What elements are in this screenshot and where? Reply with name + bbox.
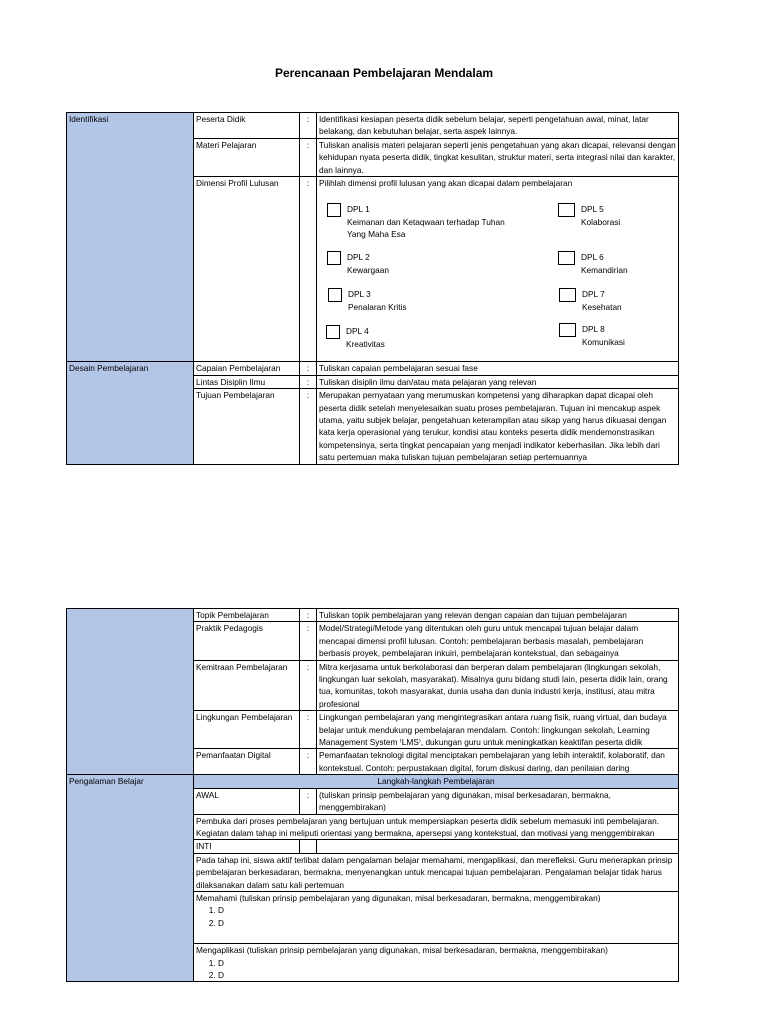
dpl-5-name: Kolaborasi — [581, 216, 621, 227]
mengaplikasi-cell[interactable] — [194, 944, 679, 982]
dpl-4-option[interactable] — [326, 325, 385, 350]
dpl-1-name: Keimanan dan Ketaqwaan terhadap Tuhan Yang Maha Esa — [347, 216, 505, 240]
dpl-6-code: DPL 6 — [581, 252, 604, 263]
colon: : — [300, 660, 317, 711]
dpl-8-option[interactable] — [559, 323, 625, 348]
page-title: Perencanaan Pembelajaran Mendalam — [274, 66, 494, 80]
text-pemanfaatan-digital[interactable]: Pemanfaatan teknologi digital menciptakan pembelajaran yang lebih interaktif, kolaboratif, dan kontekstual. Contoh: perpustakaan digital, forum diskusi daring, dan penilaian daring — [317, 749, 679, 775]
label-awal: AWAL — [194, 788, 300, 814]
colon: : — [300, 749, 317, 775]
design-experience-table — [66, 608, 679, 982]
inti-colon-cell — [300, 840, 317, 853]
dpl-5-option[interactable] — [558, 203, 620, 228]
label-peserta-didik: Peserta Didik — [194, 113, 300, 139]
section-pengalaman-belajar: Pengalaman Belajar — [67, 775, 194, 982]
label-dimensi-profil-lulusan: Dimensi Profil Lulusan — [194, 177, 300, 362]
colon: : — [300, 177, 317, 362]
text-materi-pelajaran[interactable]: Tuliskan analisis materi pelajaran seperti jenis pengetahuan yang akan dicapai, relevansi dengan kehidupan nyata peserta didik, tingkat kesulitan, struktur materi, serta integrasi nilai dan karakter, dan lainnya. — [317, 138, 679, 176]
mengaplikasi-heading: Mengaplikasi (tuliskan prinsip pembelajaran yang digunakan, misal berkesadaran, bermakna, menggembirakan) — [196, 945, 608, 956]
colon: : — [300, 622, 317, 660]
dimensi-profil-lulusan-cell — [317, 177, 679, 362]
dpl-8-name: Komunikasi — [582, 336, 625, 347]
dpl-2-checkbox[interactable] — [327, 251, 341, 265]
langkah-pembelajaran-banner: Langkah-langkah Pembelajaran — [194, 775, 679, 788]
dpl-4-checkbox[interactable] — [326, 325, 340, 339]
section-desain-pembelajaran: Desain Pembelajaran — [67, 362, 194, 464]
colon: : — [300, 375, 317, 388]
dpl-7-name: Kesehatan — [582, 301, 622, 312]
text-kemitraan-pembelajaran[interactable]: Mitra kerjasama untuk berkolaborasi dan berperan dalam pembelajaran (lingkungan sekolah, lingkungan luar sekolah, masyarakat). Misalnya guru bidang studi lain, peserta didik lain, orang tua, komunitas, tokoh masyarakat, dunia usaha dan dunia industri kerja, institusi, atau mitra profesional — [317, 660, 679, 711]
colon: : — [300, 362, 317, 375]
dpl-5-checkbox[interactable] — [558, 203, 575, 217]
list-item[interactable]: 2. D — [218, 917, 676, 929]
text-lingkungan-pembelajaran[interactable]: Lingkungan pembelajaran yang mengintegrasikan antara ruang fisik, ruang virtual, dan budaya belajar untuk mendukung pembelajaran mendalam. Contoh: lingkungan sekolah, Learning Management System ⁽LMS⁾, dukungan guru untuk meningkatkan keaktifan peserta didik — [317, 711, 679, 749]
inti-text-cell[interactable] — [317, 840, 679, 853]
dpl-1-option[interactable] — [327, 203, 507, 240]
dpl-8-checkbox[interactable] — [559, 323, 576, 337]
dpl-5-code: DPL 5 — [581, 204, 604, 215]
section-desain-continued — [67, 609, 194, 775]
colon: : — [300, 113, 317, 139]
dpl-3-option[interactable] — [328, 288, 407, 313]
dpl-6-option[interactable] — [558, 251, 628, 276]
memahami-list — [196, 904, 676, 929]
label-lintas-disiplin-ilmu: Lintas Disiplin Ilmu — [194, 375, 300, 388]
colon: : — [300, 711, 317, 749]
list-item[interactable]: 1. D — [218, 904, 676, 916]
colon: : — [300, 609, 317, 622]
dpl-1-checkbox[interactable] — [327, 203, 341, 217]
section-identifikasi: Identifikasi — [67, 113, 194, 362]
list-item[interactable]: 1. D — [218, 957, 676, 969]
memahami-cell[interactable] — [194, 891, 679, 943]
label-tujuan-pembelajaran: Tujuan Pembelajaran — [194, 389, 300, 464]
label-pemanfaatan-digital: Pemanfaatan Digital — [194, 749, 300, 775]
dpl-3-checkbox[interactable] — [328, 288, 342, 302]
colon: : — [300, 389, 317, 464]
identification-design-table — [66, 112, 679, 465]
dpl-7-checkbox[interactable] — [559, 288, 576, 302]
colon: : — [300, 788, 317, 814]
dpl-4-name: Kreativitas — [346, 338, 385, 349]
dpl-3-name: Penalaran Kritis — [348, 301, 407, 312]
dpl-3-code: DPL 3 — [348, 289, 371, 300]
text-awal[interactable]: (tuliskan prinsip pembelajaran yang digunakan, misal berkesadaran, bermakna, menggembirakan) — [317, 788, 679, 814]
dpl-1-code: DPL 1 — [347, 204, 370, 215]
dpl-6-checkbox[interactable] — [558, 251, 575, 265]
dpl-6-name: Kemandirian — [581, 264, 628, 275]
text-praktik-pedagogis[interactable]: Model/Strategi/Metode yang ditentukan oleh guru untuk mencapai tujuan belajar dalam mencapai dimensi profil lulusan. Contoh: pembelajaran berbasis masalah, pembelajaran berbasis proyek, pembelajaran inkuiri, pembelajaran kontekstual, dan sebagainya — [317, 622, 679, 660]
label-praktik-pedagogis: Praktik Pedagogis — [194, 622, 300, 660]
label-inti: INTI — [194, 840, 300, 853]
text-tujuan-pembelajaran[interactable]: Merupakan pernyataan yang merumuskan kompetensi yang diharapkan dapat dicapai oleh peserta didik setelah menyelesaikan suatu proses pembelajaran. Tujuan ini mencakup aspek utama, yaitu subjek belajar, pengetahuan keterampilan atau sikap yang harus dikuasai dengan kata kerja operasional yang terukur, kondisi atau konteks peserta didik mendemonstrasikan kompetensinya, serta tingkat pencapaian yang menjadi indikator keberhasilan. Jika lebih dari satu pertemuan maka tuliskan tujuan pembelajaran setiap pertemuannya — [317, 389, 679, 464]
colon: : — [300, 138, 317, 176]
dpl-4-code: DPL 4 — [346, 326, 369, 337]
dpl-7-code: DPL 7 — [582, 289, 605, 300]
label-materi-pelajaran: Materi Pelajaran — [194, 138, 300, 176]
memahami-heading: Memahami (tuliskan prinsip pembelajaran yang digunakan, misal berkesadaran, bermakna, menggembirakan) — [196, 892, 601, 903]
dpl-options — [319, 189, 676, 361]
list-item[interactable]: 2. D — [218, 969, 676, 981]
text-capaian-pembelajaran[interactable]: Tuliskan capaian pembelajaran sesuai fase — [317, 362, 679, 375]
text-topik-pembelajaran[interactable]: Tuliskan topik pembelajaran yang relevan dengan capaian dan tujuan pembelajaran — [317, 609, 679, 622]
label-capaian-pembelajaran: Capaian Pembelajaran — [194, 362, 300, 375]
dpl-7-option[interactable] — [559, 288, 622, 313]
label-lingkungan-pembelajaran: Lingkungan Pembelajaran — [194, 711, 300, 749]
dpl-2-option[interactable] — [327, 251, 389, 276]
mengaplikasi-list — [196, 957, 676, 982]
label-topik-pembelajaran: Topik Pembelajaran — [194, 609, 300, 622]
awal-description[interactable]: Pembuka dari proses pembelajaran yang bertujuan untuk mempersiapkan peserta didik sebelum memasuki inti pembelajaran. Kegiatan dalam tahap ini meliputi orientasi yang bermakna, apersepsi yang kontekstual, dan motivasi yang menggembirakan — [194, 814, 679, 840]
dpl-8-code: DPL 8 — [582, 324, 605, 335]
dpl-2-name: Kewargaan — [347, 264, 389, 275]
text-dimensi-profil-lulusan: Pilihlah dimensi profil lulusan yang akan dicapai dalam pembelajaran — [319, 178, 573, 189]
text-lintas-disiplin-ilmu[interactable]: Tuliskan disiplin ilmu dan/atau mata pelajaran yang relevan — [317, 375, 679, 388]
text-peserta-didik[interactable]: Identifikasi kesiapan peserta didik sebelum belajar, seperti pengetahuan awal, minat, latar belakang, dan kebutuhan belajar, serta aspek lainnya. — [317, 113, 679, 139]
label-kemitraan-pembelajaran: Kemitraan Pembelajaran — [194, 660, 300, 711]
inti-description[interactable]: Pada tahap ini, siswa aktif terlibat dalam pengalaman belajar memahami, mengaplikasi, dan merefleksi. Guru menerapkan prinsip pembelajaran berkesadaran, bermakna, menyenangkan untuk mencapai tujuan pembelajaran. Pengalaman belajar tidak harus dilaksanakan dalam satu kali pertemuan — [194, 853, 679, 891]
dpl-2-code: DPL 2 — [347, 252, 370, 263]
